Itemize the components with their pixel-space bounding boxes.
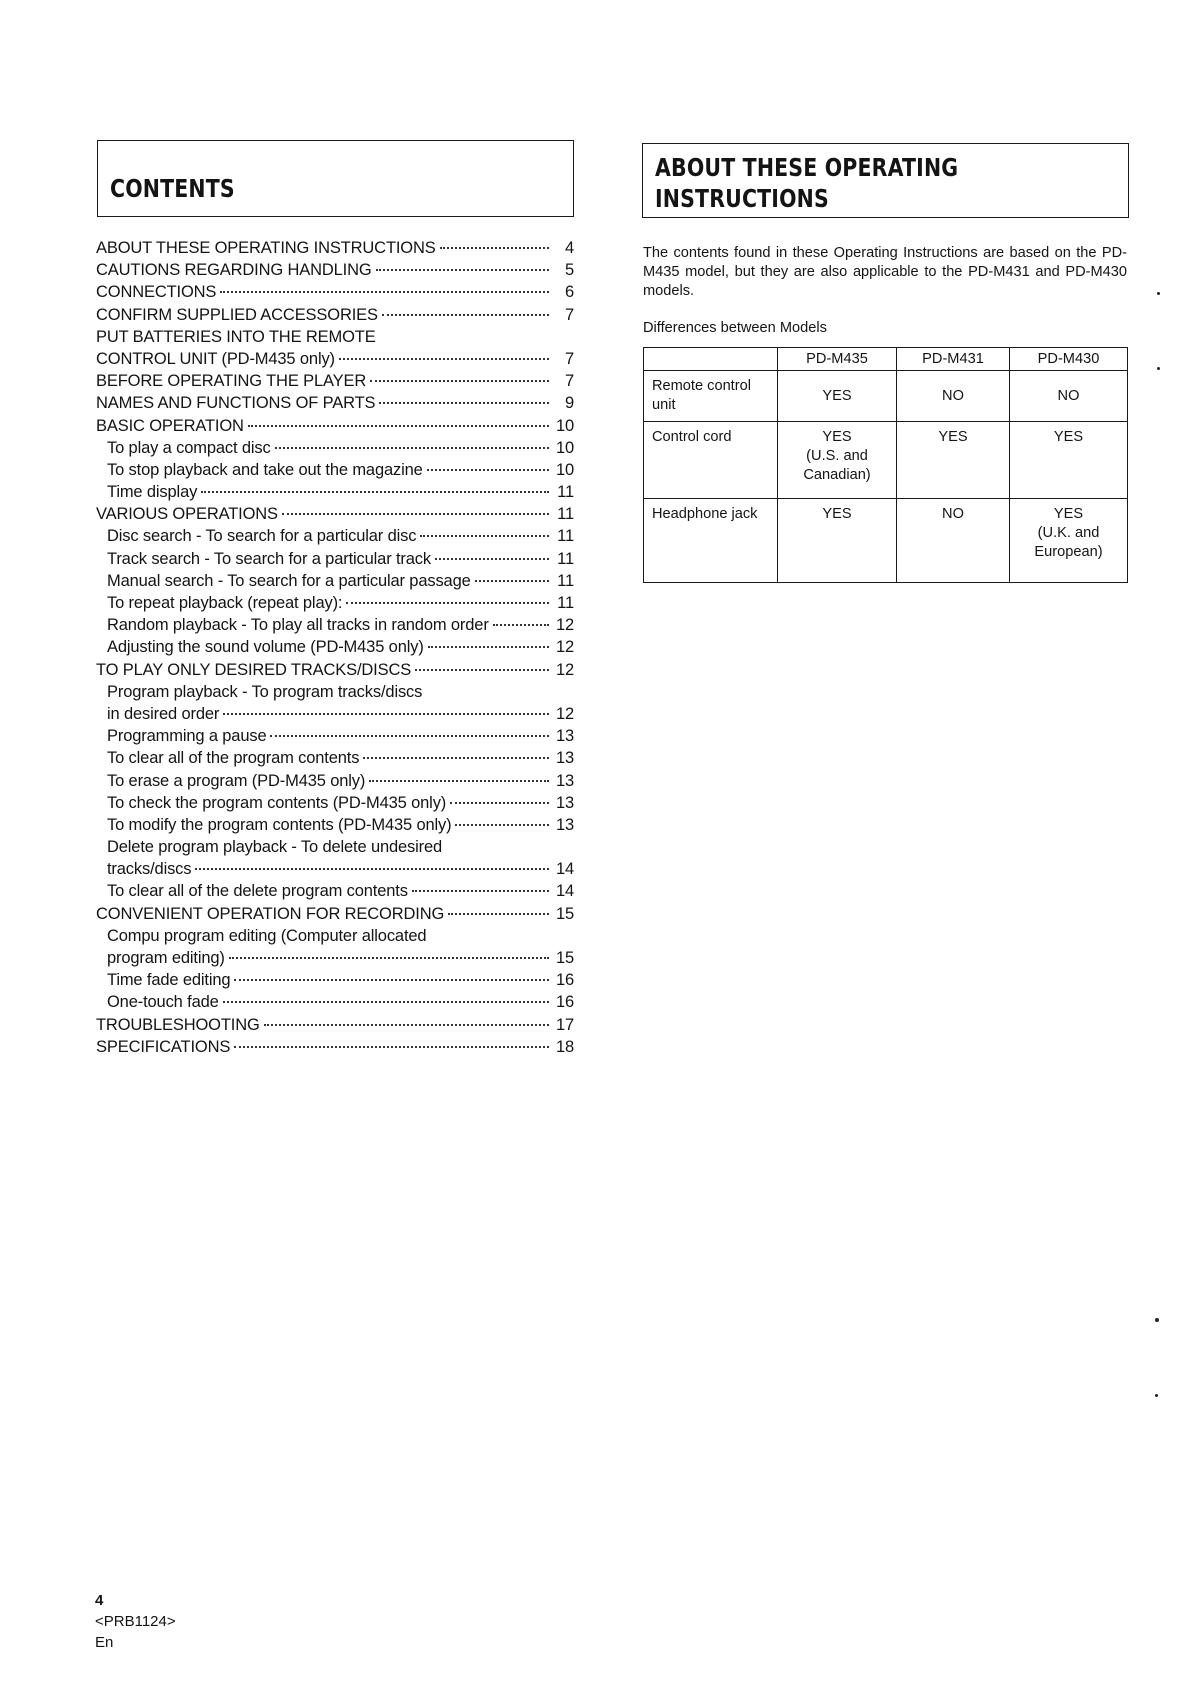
toc-item: [96, 1016, 574, 1038]
table-cell: YES: [1010, 422, 1128, 499]
toc-leader-dots: [229, 957, 549, 959]
toc-item-label: To clear all of the program contents: [107, 749, 360, 768]
toc-leader-dots: [223, 713, 549, 715]
toc-item-page: 11: [557, 594, 574, 612]
toc-item-label: Random playback - To play all tracks in random order: [107, 616, 489, 635]
toc-leader-dots: [270, 735, 549, 737]
scan-speck: [1155, 1318, 1159, 1322]
table-cell: YES (U.K. and European): [1010, 499, 1128, 583]
toc-item: [96, 505, 574, 527]
toc-item: [96, 749, 574, 771]
table-row: [644, 422, 1128, 499]
toc-item-label: TO PLAY ONLY DESIRED TRACKS/DISCS: [96, 660, 412, 679]
toc-item-page: 7: [564, 349, 574, 368]
scan-speck: [1155, 1394, 1158, 1397]
table-header-pd-m430: PD-M430: [1010, 348, 1128, 371]
toc-leader-dots: [264, 1024, 549, 1026]
toc-item-page: 15: [555, 949, 574, 967]
toc-item-page: 14: [555, 882, 574, 901]
toc-item: [96, 572, 574, 594]
models-table: [643, 347, 1128, 583]
toc-item: [96, 417, 574, 439]
toc-item-page: 13: [555, 771, 574, 790]
about-title-box: [642, 143, 1129, 218]
toc-item-label: Time display: [107, 483, 198, 502]
toc-item: [96, 927, 574, 949]
toc-item: [96, 550, 574, 572]
toc-item-label: To erase a program (PD-M435 only): [107, 771, 366, 790]
toc-item-page: 10: [555, 416, 574, 435]
toc-leader-dots: [220, 291, 549, 293]
toc-leader-dots: [282, 513, 549, 515]
toc-item: [96, 794, 574, 816]
page-number: 4: [95, 1592, 104, 1609]
table-cell: YES: [897, 422, 1010, 499]
toc-item-label: SPECIFICATIONS: [96, 1037, 231, 1056]
toc-leader-dots: [440, 247, 549, 249]
scan-speck: [1157, 367, 1160, 370]
toc-item-label: CONNECTIONS: [96, 283, 217, 302]
toc-item-page: 17: [555, 1015, 574, 1034]
toc-leader-dots: [428, 646, 549, 648]
about-title-line1: ABOUT THESE OPERATING: [655, 153, 959, 182]
toc-leader-dots: [223, 1001, 549, 1003]
toc-item-page: 16: [555, 971, 574, 990]
toc-item-label: To stop playback and take out the magazine: [107, 460, 423, 479]
toc-item: [96, 594, 574, 616]
toc-item-page: 13: [555, 815, 574, 834]
toc-item: [96, 816, 574, 838]
table-cell: YES (U.S. and Canadian): [778, 422, 897, 499]
toc-item-label: Delete program playback - To delete undesired: [107, 838, 443, 857]
table-cell: NO: [897, 499, 1010, 583]
table-header-pd-m431: PD-M431: [897, 348, 1010, 371]
toc-item-label: VARIOUS OPERATIONS: [96, 505, 278, 524]
toc-item-page: 11: [557, 505, 574, 524]
toc-item: [96, 527, 574, 549]
toc-item: [96, 705, 574, 727]
toc-item: [96, 949, 574, 971]
toc-item-page: 10: [555, 460, 574, 479]
toc-item-page: 13: [555, 793, 574, 812]
toc-item-page: 12: [555, 704, 574, 723]
toc-leader-dots: [363, 757, 549, 759]
toc-item-page: 6: [564, 283, 574, 302]
toc-item-label: in desired order: [107, 704, 220, 723]
toc-item: [96, 860, 574, 882]
language-code: En: [95, 1634, 114, 1651]
toc-item-label: Track search - To search for a particular track: [107, 549, 431, 568]
toc-item-label: CONFIRM SUPPLIED ACCESSORIES: [96, 305, 378, 324]
table-header-empty: [644, 348, 778, 371]
toc-item-page: 13: [555, 727, 574, 746]
toc-item: [96, 261, 574, 283]
toc-item-page: 12: [555, 638, 574, 657]
toc-item-page: 16: [555, 993, 574, 1012]
toc-item: [96, 328, 574, 350]
scan-speck: [1157, 292, 1160, 295]
toc-item: [96, 616, 574, 638]
toc-item-page: 11: [557, 549, 574, 568]
toc-item: [96, 727, 574, 749]
contents-title-box: [97, 140, 574, 217]
toc-item: [96, 838, 574, 860]
toc-item-label: BASIC OPERATION: [96, 416, 244, 435]
toc-item-label: Manual search - To search for a particular passage: [107, 571, 471, 590]
toc-item: [96, 971, 574, 993]
toc-leader-dots: [234, 979, 549, 981]
toc-item-page: 11: [557, 571, 574, 590]
toc-item-page: 5: [564, 261, 574, 280]
toc-item: [96, 372, 574, 394]
toc-leader-dots: [370, 380, 549, 382]
toc-item: [96, 638, 574, 660]
toc-leader-dots: [427, 469, 549, 471]
toc-item-label: ABOUT THESE OPERATING INSTRUCTIONS: [96, 239, 436, 257]
toc-item-label: To modify the program contents (PD-M435 only): [107, 815, 452, 834]
toc-leader-dots: [275, 447, 549, 449]
toc-item: [96, 394, 574, 416]
toc-item-label: To play a compact disc: [107, 438, 271, 457]
toc-leader-dots: [493, 624, 549, 626]
toc-leader-dots: [346, 602, 549, 604]
toc-item: [96, 461, 574, 483]
toc-item: [96, 993, 574, 1015]
toc-item: [96, 661, 574, 683]
toc-leader-dots: [415, 669, 549, 671]
toc-item-page: 10: [555, 438, 574, 457]
toc-leader-dots: [455, 824, 549, 826]
toc-item-page: 15: [555, 904, 574, 923]
contents-title: CONTENTS: [110, 174, 235, 203]
toc-item-label: CONTROL UNIT (PD-M435 only): [96, 349, 335, 368]
toc-leader-dots: [382, 314, 549, 316]
toc-item-label: PUT BATTERIES INTO THE REMOTE: [96, 327, 376, 346]
row-control-cord: Control cord: [644, 422, 778, 499]
toc-item: [96, 239, 574, 261]
toc-item-label: Disc search - To search for a particular disc: [107, 527, 417, 546]
toc-leader-dots: [448, 913, 549, 915]
toc-item-label: program editing): [107, 949, 225, 967]
toc-item: [96, 350, 574, 372]
table-of-contents: [96, 239, 574, 1060]
toc-leader-dots: [201, 491, 549, 493]
table-cell: NO: [897, 371, 1010, 422]
table-cell: YES: [778, 371, 897, 422]
about-title: [655, 152, 958, 214]
table-cell: NO: [1010, 371, 1128, 422]
toc-leader-dots: [475, 580, 549, 582]
document-code: <PRB1124>: [95, 1613, 176, 1630]
table-cell: YES: [778, 499, 897, 583]
toc-item-label: Adjusting the sound volume (PD-M435 only): [107, 638, 424, 657]
toc-item: [96, 439, 574, 461]
toc-item-page: 18: [555, 1037, 574, 1056]
toc-leader-dots: [412, 890, 549, 892]
table-header-row: [644, 348, 1128, 371]
toc-item: [96, 683, 574, 705]
toc-leader-dots: [376, 269, 549, 271]
toc-item-page: 7: [564, 372, 574, 391]
toc-item-label: One-touch fade: [107, 993, 219, 1012]
toc-item-label: To repeat playback (repeat play):: [107, 594, 343, 612]
toc-leader-dots: [234, 1046, 549, 1048]
toc-leader-dots: [195, 868, 549, 870]
toc-item: [96, 306, 574, 328]
about-paragraph: The contents found in these Operating Instructions are based on the PD-M435 model, but they are also applicable to the PD-M431 and PD-M430 models.: [643, 245, 1127, 299]
toc-item: [96, 772, 574, 794]
page-footer: [95, 1590, 176, 1653]
toc-leader-dots: [435, 558, 549, 560]
toc-item-page: 9: [564, 394, 574, 413]
toc-item-page: 4: [564, 239, 574, 257]
toc-item: [96, 1038, 574, 1060]
toc-item-label: CONVENIENT OPERATION FOR RECORDING: [96, 904, 445, 923]
differences-label: Differences between Models: [643, 320, 827, 336]
table-row: [644, 499, 1128, 583]
toc-item-page: 12: [555, 660, 574, 679]
table-header-pd-m435: PD-M435: [778, 348, 897, 371]
toc-item-page: 13: [555, 749, 574, 768]
toc-item: [96, 882, 574, 904]
toc-leader-dots: [420, 535, 549, 537]
toc-item: [96, 283, 574, 305]
toc-item-page: 7: [564, 305, 574, 324]
toc-item-label: To check the program contents (PD-M435 only): [107, 793, 447, 812]
toc-item-label: tracks/discs: [107, 860, 192, 879]
table-row: [644, 371, 1128, 422]
toc-item-label: To clear all of the delete program contents: [107, 882, 408, 901]
toc-item-label: Programming a pause: [107, 727, 267, 746]
toc-leader-dots: [379, 402, 549, 404]
toc-item: [96, 483, 574, 505]
row-headphone-jack: Headphone jack: [644, 499, 778, 583]
toc-item-label: BEFORE OPERATING THE PLAYER: [96, 372, 367, 391]
toc-item-page: 11: [557, 527, 574, 546]
toc-item-label: TROUBLESHOOTING: [96, 1015, 260, 1034]
toc-item-page: 12: [555, 616, 574, 635]
toc-item-label: NAMES AND FUNCTIONS OF PARTS: [96, 394, 376, 413]
toc-item-page: 14: [555, 860, 574, 879]
toc-leader-dots: [339, 358, 549, 360]
toc-leader-dots: [248, 425, 549, 427]
toc-item-label: Compu program editing (Computer allocated: [107, 926, 427, 945]
toc-item-label: CAUTIONS REGARDING HANDLING: [96, 261, 372, 280]
toc-item: [96, 905, 574, 927]
toc-leader-dots: [450, 802, 549, 804]
toc-item-label: Program playback - To program tracks/discs: [107, 682, 423, 701]
toc-item-label: Time fade editing: [107, 971, 231, 990]
toc-leader-dots: [369, 780, 549, 782]
about-title-line2: INSTRUCTIONS: [655, 184, 829, 213]
toc-item-page: 11: [557, 483, 574, 502]
row-remote-control: Remote control unit: [644, 371, 778, 422]
